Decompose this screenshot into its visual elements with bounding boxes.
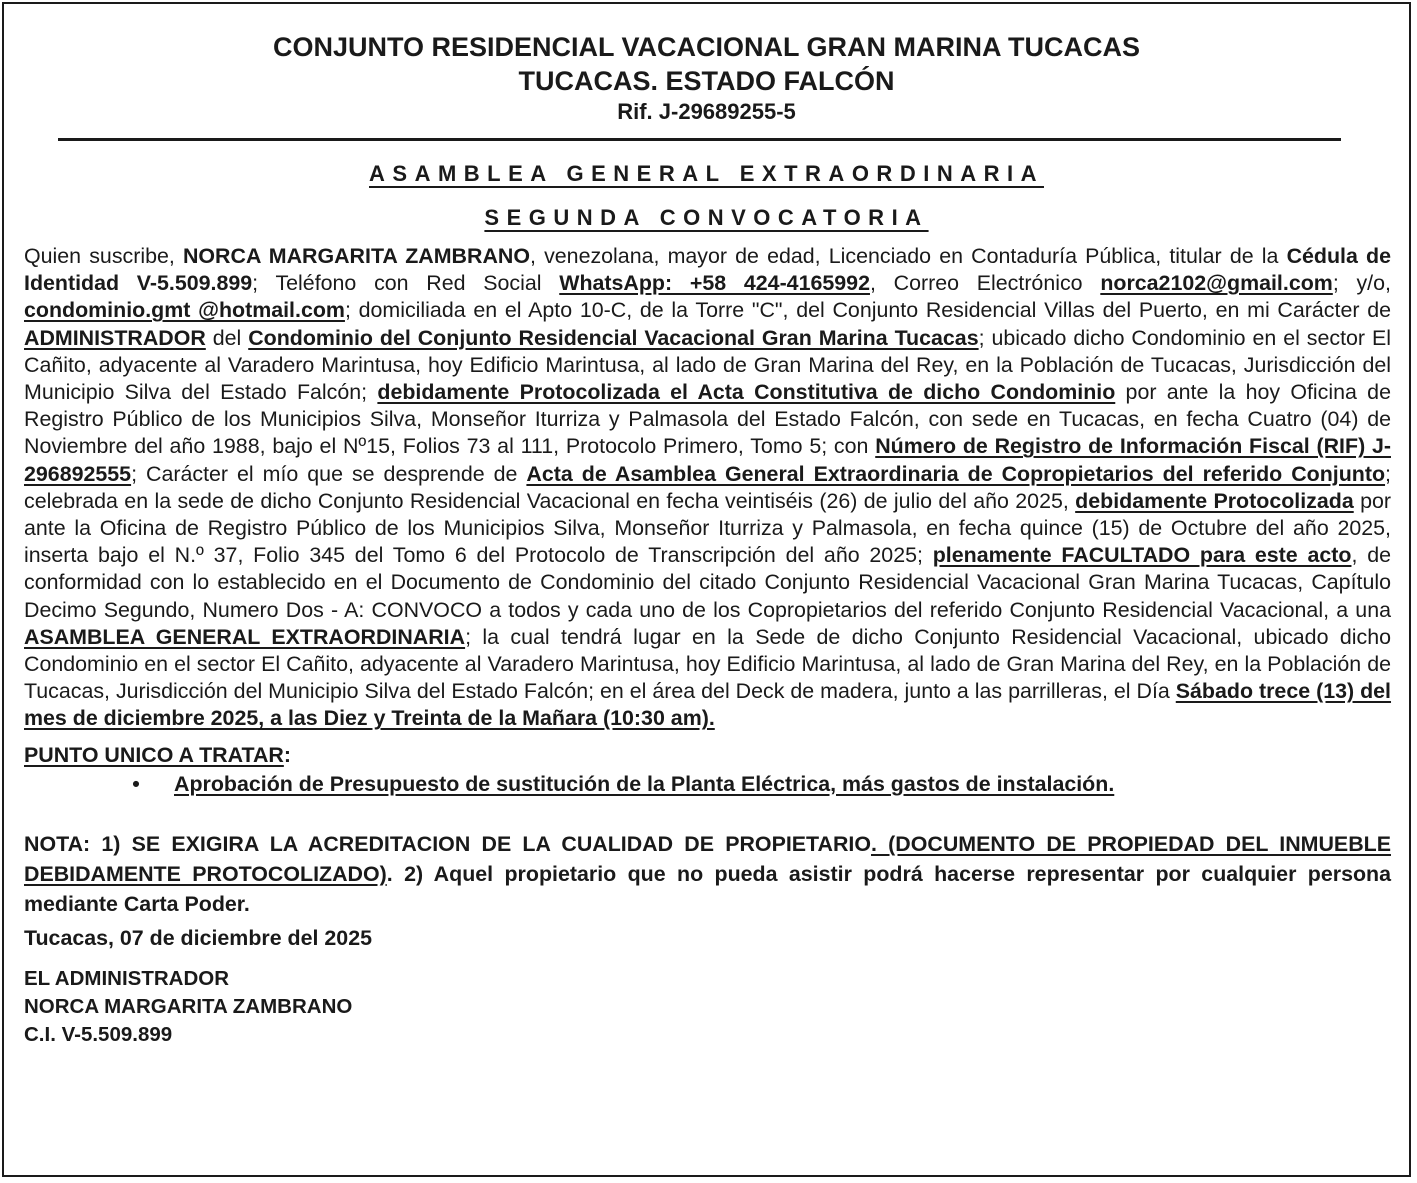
assembly-title: ASAMBLEA GENERAL EXTRAORDINARIA bbox=[369, 161, 1044, 186]
body-text-6: ; domiciliada en el Apto 10-C, de la Torre "C", del Conjunto Residencial Villas del Puerto, en mi Carácter de bbox=[344, 298, 1391, 323]
organization-rif: Rif. J-29689255-5 bbox=[617, 99, 796, 124]
place-date: Tucacas, 07 de diciembre del 2025 bbox=[24, 925, 372, 950]
fiscal-registry-number: Número de Registro de Información Fiscal (RIF) J-296892555 bbox=[24, 434, 1391, 486]
convener-id: Cédula de Identidad V-5.509.899 bbox=[24, 244, 1391, 296]
convocation-title: SEGUNDA CONVOCATORIA bbox=[484, 205, 929, 230]
bullet-icon: • bbox=[132, 771, 140, 796]
agenda-item-text: Aprobación de Presupuesto de sustitución de la Planta Eléctrica, más gastos de instalación. bbox=[174, 771, 1115, 796]
protocolized-note: debidamente Protocolizada bbox=[1075, 488, 1354, 513]
organization-location: TUCACAS. ESTADO FALCÓN bbox=[518, 66, 895, 96]
assembly-act: Acta de Asamblea General Extraordinaria de Copropietarios del referido Conjunto bbox=[526, 461, 1386, 486]
convocation-body bbox=[24, 243, 1391, 733]
header-divider bbox=[58, 138, 1341, 141]
signer-name: NORCA MARGARITA ZAMBRANO bbox=[24, 994, 353, 1018]
body-text-10: ; Carácter el mío que se desprende de bbox=[131, 461, 527, 486]
agenda-label: PUNTO UNICO A TRATAR bbox=[24, 742, 284, 767]
authorization-note: plenamente FACULTADO para este acto bbox=[932, 543, 1352, 568]
agenda-colon: : bbox=[283, 742, 291, 767]
agenda-heading bbox=[24, 741, 1391, 769]
body-text-9: por ante la hoy Oficina de Registro Público de los Municipios Silva, Monseñor Iturriza y Palmasola del Estado Falcón, con sede en Tucacas, en fecha Cuatro (04) de Noviembre del año 1988, bajo el Nº15, Folios 73 al 111, Protocolo Primero, Tomo 5; con bbox=[24, 380, 1391, 459]
body-text-11: ; celebrada en la sede de dicho Conjunto Residencial Vacacional en fecha veintiséis (26) de julio del año 2025, bbox=[24, 461, 1391, 513]
signer-role: EL ADMINISTRADOR bbox=[24, 966, 229, 990]
body-text-1: Quien suscribe, bbox=[24, 244, 183, 268]
note-part-3: . 2) Aquel propietario que no pueda asistir podrá hacerse representar por cualquier persona mediante Carta Poder. bbox=[24, 861, 1391, 916]
signature-block bbox=[24, 965, 1391, 1049]
body-text-13: , de conformidad con lo establecido en el Documento de Condominio del citado Conjunto Residencial Vacacional Gran Marina Tucacas, Capítulo Decimo Segundo, Numero Dos - A: CONVOCO a todos y cada uno de los Copropietarios del referido Conjunto Residencial Vacacional, a una bbox=[24, 543, 1391, 622]
body-text-7: del bbox=[205, 325, 249, 350]
assembly-type: ASAMBLEA GENERAL EXTRAORDINARIA bbox=[24, 624, 466, 649]
note-part-1: NOTA: 1) SE EXIGIRA LA ACREDITACION DE LA CUALIDAD DE PROPIETARIO bbox=[24, 831, 871, 856]
body-text-14: ; la cual tendrá lugar en la Sede de dicho Conjunto Residencial Vacacional, ubicado dicho Condominio en el sector El Cañito, adyacente al Varadero Marintusa, hoy Edificio Marintusa, al lado de Gran Marina del Rey, en la Población de Tucacas, Jurisdicción del Municipio Silva del Estado Falcón; en el área del Deck de madera, junto a las parrilleras, el Día bbox=[24, 624, 1391, 704]
note-part-2: . (DOCUMENTO DE PROPIEDAD DEL INMUEBLE DEBIDAMENTE PROTOCOLIZADO) bbox=[24, 831, 1391, 886]
condominium-name: Condominio del Conjunto Residencial Vacacional Gran Marina Tucacas bbox=[248, 325, 979, 350]
email-primary: norca2102@gmail.com bbox=[1100, 271, 1333, 296]
bullet-marker bbox=[24, 769, 174, 799]
convener-name: NORCA MARGARITA ZAMBRANO bbox=[182, 244, 530, 268]
body-text-4: , Correo Electrónico bbox=[869, 271, 1101, 296]
header bbox=[4, 4, 1409, 126]
meeting-date-time: Sábado trece (13) del mes de diciembre 2025, a las Diez y Treinta de la Mañara (10:30 am). bbox=[24, 679, 1392, 731]
note-section bbox=[24, 829, 1391, 919]
protocolized-charter: debidamente Protocolizada el Acta Constitutiva de dicho Condominio bbox=[377, 380, 1116, 405]
body-text-2: , venezolana, mayor de edad, Licenciado en Contaduría Pública, titular de la bbox=[529, 244, 1287, 268]
body-text-8: ; ubicado dicho Condominio en el sector El Cañito, adyacente al Varadero Marintusa, hoy Edificio Marintusa, al lado de Gran Marina del Rey, en la Población de Tucacas, Jurisdicción del Municipio Silva del Estado Falcón; bbox=[24, 325, 1391, 405]
agenda-item bbox=[24, 769, 1391, 799]
body-text-12: por ante la Oficina de Registro Público de los Municipios Silva, Monseñor Iturriza y Palmasola, en fecha quince (15) de Octubre del año 2025, inserta bajo el N.º 37, Folio 345 del Tomo 6 del Protocolo de Transcripción del año 2025; bbox=[24, 488, 1391, 568]
signer-id: C.I. V-5.509.899 bbox=[24, 1022, 173, 1046]
role-administrator: ADMINISTRADOR bbox=[24, 325, 206, 350]
body-text-3: ; Teléfono con Red Social bbox=[252, 271, 560, 296]
whatsapp-number: WhatsApp: +58 424-4165992 bbox=[559, 271, 870, 296]
body-text-5: ; y/o, bbox=[1332, 271, 1391, 296]
email-secondary: condominio.gmt @hotmail.com bbox=[24, 298, 345, 323]
organization-name: CONJUNTO RESIDENCIAL VACACIONAL GRAN MARINA TUCACAS bbox=[272, 32, 1141, 62]
notice-frame bbox=[2, 2, 1411, 1177]
